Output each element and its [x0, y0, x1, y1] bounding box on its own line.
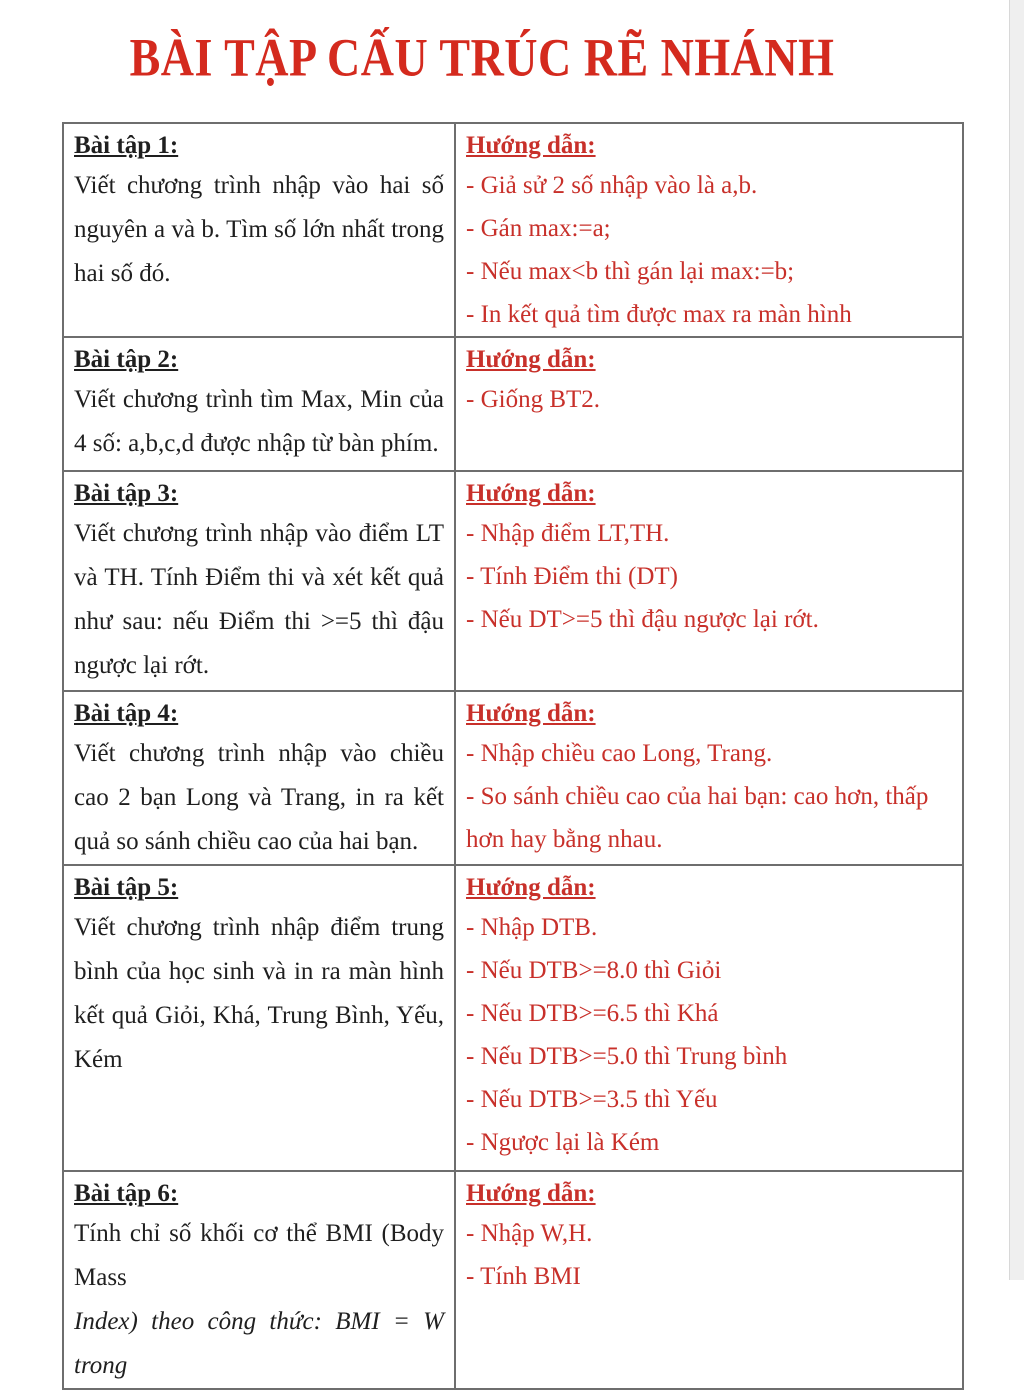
exercise-title: Bài tập 3:: [74, 480, 179, 507]
guide-line: - Nếu DTB>=5.0 thì Trung bình: [466, 1043, 788, 1070]
exercise-description: Viết chương trình nhập vào điểm LT và TH. Tính Điểm thi và xét kết quả như sau: nếu Điểm thi >=5 thì đậu ngược lại rớt.: [74, 520, 444, 679]
guide-line: - Giống BT2.: [466, 386, 601, 413]
exercise-row: [63, 123, 963, 337]
exercise-cell: [63, 1171, 455, 1389]
guide-line: - Nếu DTB>=6.5 thì Khá: [466, 1000, 719, 1027]
guide-line: - So sánh chiều cao của hai bạn: cao hơn, thấp hơn hay bằng nhau.: [466, 783, 929, 853]
exercise-row: [63, 865, 963, 1171]
exercise-cell: [63, 865, 455, 1171]
exercise-row: [63, 1171, 963, 1389]
exercise-description: Viết chương trình nhập vào chiều cao 2 bạn Long và Trang, in ra kết quả so sánh chiều cao của hai bạn.: [74, 740, 444, 855]
exercise-description: Viết chương trình nhập vào hai số nguyên a và b. Tìm số lớn nhất trong hai số đó.: [74, 172, 444, 287]
guide-line: - Nhập W,H.: [466, 1220, 593, 1247]
guide-cell: [455, 1171, 963, 1389]
guide-title: Hướng dẫn:: [466, 132, 596, 159]
guide-line: - Nếu DT>=5 thì đậu ngược lại rớt.: [466, 606, 819, 633]
guide-title: Hướng dẫn:: [466, 480, 596, 507]
guide-line: - Giả sử 2 số nhập vào là a,b.: [466, 172, 758, 199]
guide-line: - Tính Điểm thi (DT): [466, 563, 678, 590]
guide-line: - Tính BMI: [466, 1263, 581, 1290]
exercise-title: Bài tập 4:: [74, 700, 179, 727]
guide-cell: [455, 337, 963, 471]
guide-title: Hướng dẫn:: [466, 700, 596, 727]
exercise-title: Bài tập 5:: [74, 874, 179, 901]
document-title: BÀI TẬP CẤU TRÚC RẼ NHÁNH: [129, 27, 835, 88]
guide-line: - Nhập chiều cao Long, Trang.: [466, 740, 773, 767]
guide-cell: [455, 865, 963, 1171]
exercise-description-partial: Index) theo công thức: BMI = W trong: [74, 1308, 444, 1379]
exercise-row: [63, 691, 963, 865]
exercise-title: Bài tập 6:: [74, 1180, 179, 1207]
guide-line: - Ngược lại là Kém: [466, 1129, 660, 1156]
exercise-cell: [63, 337, 455, 471]
exercise-row: [63, 471, 963, 691]
guide-cell: [455, 471, 963, 691]
guide-line: - In kết quả tìm được max ra màn hình: [466, 301, 852, 328]
guide-cell: [455, 123, 963, 337]
guide-title: Hướng dẫn:: [466, 1180, 596, 1207]
exercise-row: [63, 337, 963, 471]
guide-cell: [455, 691, 963, 865]
guide-line: - Gán max:=a;: [466, 215, 611, 242]
exercise-table: [62, 122, 964, 1390]
guide-title: Hướng dẫn:: [466, 874, 596, 901]
exercise-cell: [63, 691, 455, 865]
exercise-description: Viết chương trình nhập điểm trung bình của học sinh và in ra màn hình kết quả Giỏi, Khá, Trung Bình, Yếu, Kém: [74, 914, 444, 1073]
guide-line: - Nếu DTB>=8.0 thì Giỏi: [466, 957, 722, 984]
exercise-cell: [63, 123, 455, 337]
guide-line: - Nếu DTB>=3.5 thì Yếu: [466, 1086, 718, 1113]
guide-title: Hướng dẫn:: [466, 346, 596, 373]
exercise-cell: [63, 471, 455, 691]
exercise-title: Bài tập 2:: [74, 346, 179, 373]
page-edge: [1009, 0, 1024, 1280]
guide-line: - Nhập điểm LT,TH.: [466, 520, 670, 547]
exercise-description: Tính chỉ số khối cơ thể BMI (Body Mass: [74, 1220, 444, 1291]
exercise-description: Viết chương trình tìm Max, Min của 4 số: a,b,c,d được nhập từ bàn phím.: [74, 386, 444, 457]
guide-line: - Nhập DTB.: [466, 914, 598, 941]
guide-line: - Nếu max<b thì gán lại max:=b;: [466, 258, 795, 285]
exercise-title: Bài tập 1:: [74, 132, 179, 159]
